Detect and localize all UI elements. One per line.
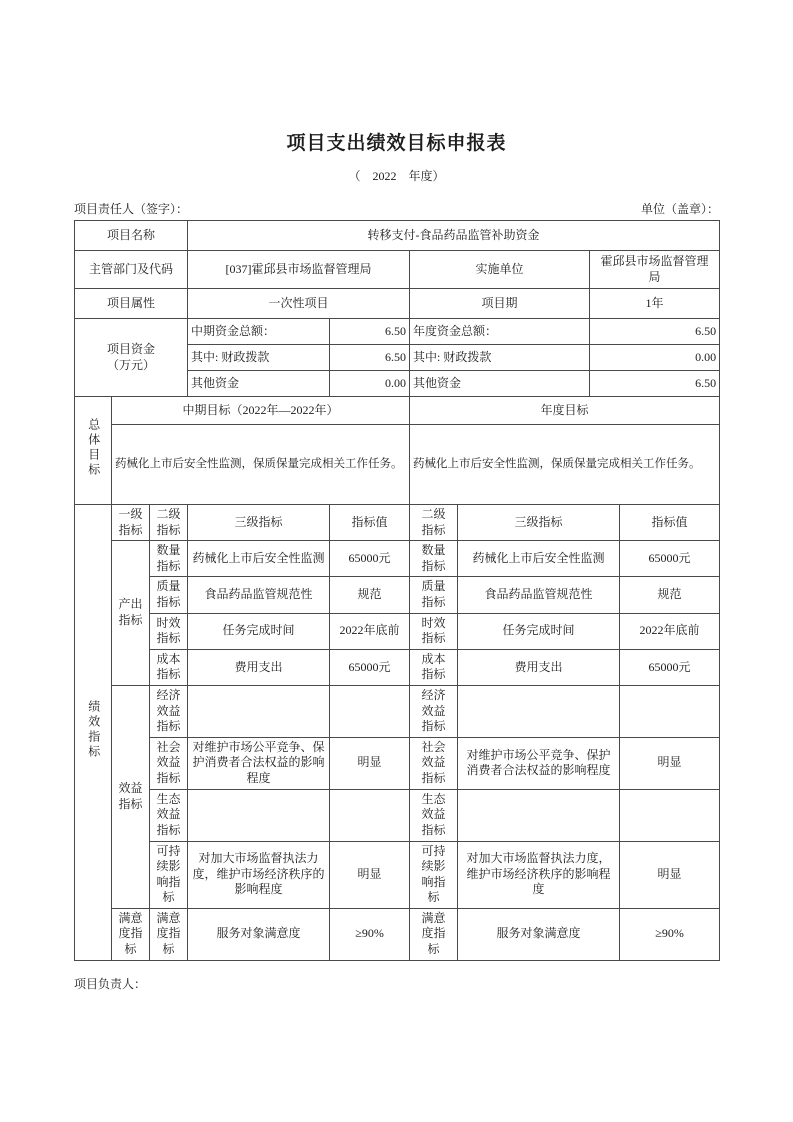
fund-year-fiscal-label: 其中: 财政拨款 — [410, 345, 590, 371]
indicator-year-l3: 服务对象满意度 — [458, 908, 620, 960]
fund-year-total-value: 6.50 — [590, 319, 720, 345]
indicator-mid-value — [330, 789, 410, 841]
indicator-l2: 社会效益指标 — [150, 737, 188, 789]
header-value-mid: 指标值 — [330, 505, 410, 541]
unit-seal-label: 单位（盖章）： — [640, 202, 719, 216]
attribute-value: 一次性项目 — [188, 289, 410, 319]
indicator-l2: 满意度指标 — [150, 908, 188, 960]
indicator-l2: 成本指标 — [150, 649, 188, 685]
header-level1: 一级指标 — [112, 505, 150, 541]
indicator-l2: 可持续影响指标 — [150, 841, 188, 908]
table-row — [75, 541, 720, 577]
indicator-year-value: ≥90% — [620, 908, 720, 960]
benefit-indicator-label: 效益指标 — [112, 685, 150, 908]
indicator-l2: 质量指标 — [150, 577, 188, 613]
project-name-value: 转移支付-食品药品监管补助资金 — [188, 221, 720, 251]
indicator-year-l2: 社会效益指标 — [410, 737, 458, 789]
dept-code-value: [037]霍邱县市场监督管理局 — [188, 251, 410, 289]
indicator-year-l3: 食品药品监管规范性 — [458, 577, 620, 613]
table-row — [75, 685, 720, 737]
indicator-l2: 数量指标 — [150, 541, 188, 577]
fund-year-fiscal-value: 0.00 — [590, 345, 720, 371]
signature-row — [74, 200, 719, 217]
header-level2-mid: 二级指标 — [150, 505, 188, 541]
period-value: 1年 — [590, 289, 720, 319]
dept-code-label: 主管部门及代码 — [75, 251, 188, 289]
mid-term-goal-header: 中期目标（2022年—2022年） — [112, 397, 410, 425]
indicator-year-l3: 对维护市场公平竞争、保护消费者合法权益的影响程度 — [458, 737, 620, 789]
table-row — [75, 649, 720, 685]
indicator-mid-value: 65000元 — [330, 541, 410, 577]
indicator-year-value: 2022年底前 — [620, 613, 720, 649]
fund-mid-total-value: 6.50 — [330, 319, 410, 345]
fund-mid-other-value: 0.00 — [330, 371, 410, 397]
indicator-year-value: 规范 — [620, 577, 720, 613]
indicator-mid-value: ≥90% — [330, 908, 410, 960]
satisfaction-indicator-label: 满意度指标 — [112, 908, 150, 960]
header-level3-mid: 三级指标 — [188, 505, 330, 541]
indicator-year-value: 65000元 — [620, 649, 720, 685]
indicator-mid-value — [330, 685, 410, 737]
indicator-mid-l3: 对维护市场公平竞争、保护消费者合法权益的影响程度 — [188, 737, 330, 789]
indicator-year-l3: 任务完成时间 — [458, 613, 620, 649]
header-level3-year: 三级指标 — [458, 505, 620, 541]
table-row — [75, 319, 720, 345]
table-row — [75, 251, 720, 289]
funds-label: 项目资金 （万元） — [75, 319, 188, 397]
indicator-mid-value: 2022年底前 — [330, 613, 410, 649]
indicator-l2: 经济效益指标 — [150, 685, 188, 737]
indicator-year-l2: 可持续影响指标 — [410, 841, 458, 908]
fund-mid-other-label: 其他资金 — [188, 371, 330, 397]
indicator-mid-l3 — [188, 685, 330, 737]
indicator-year-l3 — [458, 685, 620, 737]
fund-year-total-label: 年度资金总额： — [410, 319, 590, 345]
indicator-year-value — [620, 789, 720, 841]
fund-mid-total-label: 中期资金总额： — [188, 319, 330, 345]
table-row — [75, 425, 720, 505]
mid-term-goal-text: 药械化上市后安全性监测，保质保量完成相关工作任务。 — [112, 425, 410, 505]
indicator-mid-l3: 任务完成时间 — [188, 613, 330, 649]
overall-goal-label: 总体目标 — [86, 418, 101, 479]
indicator-year-l2: 时效指标 — [410, 613, 458, 649]
form-title: 项目支出绩效目标申报表 — [286, 133, 507, 154]
indicator-mid-l3: 对加大市场监督执法力度，维护市场经济秩序的影响程度 — [188, 841, 330, 908]
table-row — [75, 397, 720, 425]
performance-indicator-cell — [75, 505, 112, 961]
indicator-mid-value: 65000元 — [330, 649, 410, 685]
performance-indicator-label: 绩效指标 — [86, 700, 101, 761]
attribute-label: 项目属性 — [75, 289, 188, 319]
indicator-year-l2: 生态效益指标 — [410, 789, 458, 841]
output-indicator-label: 产出指标 — [112, 541, 150, 686]
indicator-year-value: 明显 — [620, 737, 720, 789]
indicator-mid-l3: 食品药品监管规范性 — [188, 577, 330, 613]
indicator-year-l2: 质量指标 — [410, 577, 458, 613]
annual-goal-text: 药械化上市后安全性监测，保质保量完成相关工作任务。 — [410, 425, 720, 505]
indicator-mid-l3: 费用支出 — [188, 649, 330, 685]
table-row — [75, 613, 720, 649]
impl-unit-value: 霍邱县市场监督管理局 — [590, 251, 720, 289]
fund-year-other-label: 其他资金 — [410, 371, 590, 397]
table-row — [75, 908, 720, 960]
indicator-year-value: 明显 — [620, 841, 720, 908]
declaration-table — [74, 220, 720, 961]
indicator-mid-value: 规范 — [330, 577, 410, 613]
project-leader-label: 项目负责人： — [74, 976, 147, 991]
indicator-mid-l3: 服务对象满意度 — [188, 908, 330, 960]
table-row — [75, 289, 720, 319]
project-name-label: 项目名称 — [75, 221, 188, 251]
table-row — [75, 841, 720, 908]
form-year-subtitle: （ 2022 年度） — [348, 169, 445, 183]
indicator-mid-l3: 药械化上市后安全性监测 — [188, 541, 330, 577]
fund-mid-fiscal-label: 其中: 财政拨款 — [188, 345, 330, 371]
period-label: 项目期 — [410, 289, 590, 319]
indicator-mid-value: 明显 — [330, 841, 410, 908]
table-row — [75, 577, 720, 613]
responsible-person-label: 项目责任人（签字）： — [74, 202, 189, 216]
overall-goal-cell — [75, 397, 112, 505]
indicator-year-l2: 成本指标 — [410, 649, 458, 685]
impl-unit-label: 实施单位 — [410, 251, 590, 289]
indicator-year-l3 — [458, 789, 620, 841]
indicator-year-l3: 对加大市场监督执法力度，维护市场经济秩序的影响程度 — [458, 841, 620, 908]
header-level2-year: 二级指标 — [410, 505, 458, 541]
table-row — [75, 789, 720, 841]
annual-goal-header: 年度目标 — [410, 397, 720, 425]
indicator-year-l2: 经济效益指标 — [410, 685, 458, 737]
indicator-year-l2: 数量指标 — [410, 541, 458, 577]
indicator-mid-l3 — [188, 789, 330, 841]
indicator-year-l2: 满意度指标 — [410, 908, 458, 960]
indicator-year-l3: 药械化上市后安全性监测 — [458, 541, 620, 577]
header-value-year: 指标值 — [620, 505, 720, 541]
indicator-mid-value: 明显 — [330, 737, 410, 789]
indicator-year-value — [620, 685, 720, 737]
table-row — [75, 737, 720, 789]
indicator-year-l3: 费用支出 — [458, 649, 620, 685]
indicator-l2: 时效指标 — [150, 613, 188, 649]
table-row — [75, 221, 720, 251]
fund-mid-fiscal-value: 6.50 — [330, 345, 410, 371]
fund-year-other-value: 6.50 — [590, 371, 720, 397]
indicator-year-value: 65000元 — [620, 541, 720, 577]
table-row — [75, 505, 720, 541]
indicator-l2: 生态效益指标 — [150, 789, 188, 841]
